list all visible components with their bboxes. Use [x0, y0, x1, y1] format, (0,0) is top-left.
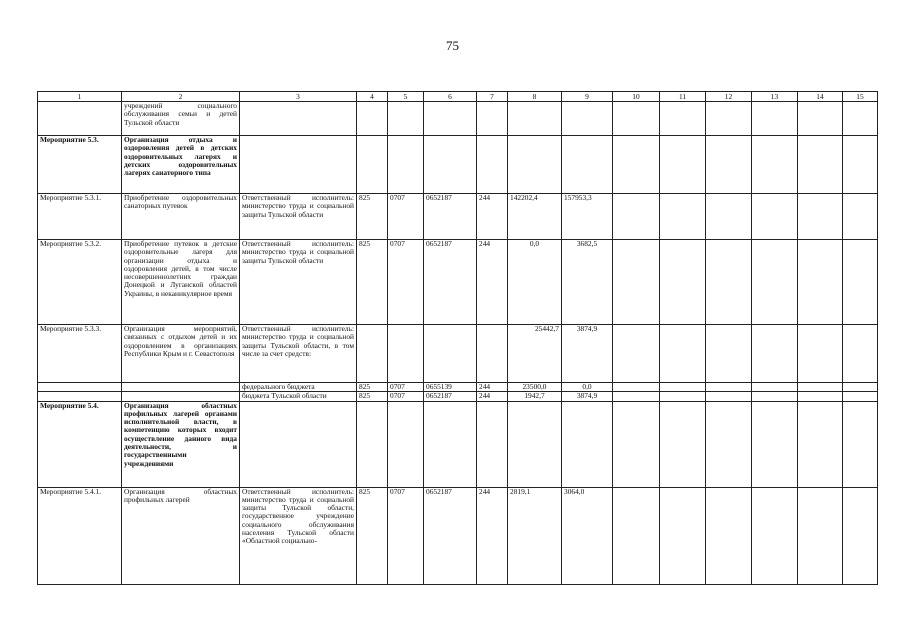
table-row	[38, 325, 878, 383]
cell-amount: 0,0	[562, 383, 613, 392]
cell-code: 0707	[388, 383, 424, 392]
cell-empty	[843, 325, 878, 383]
cell-empty	[798, 136, 843, 194]
cell-empty	[508, 102, 562, 136]
cell-empty	[798, 102, 843, 136]
cell-code: 0655139	[424, 383, 477, 392]
cell-empty	[843, 194, 878, 240]
cell-code: 244	[477, 240, 508, 325]
cell-description: Организация областных профильных лагерей органами исполнительной власти, в компетенцию которых входит осуществление данного вида деятельности, и государственными учреждениями	[122, 401, 240, 487]
header-cell: 7	[477, 92, 508, 102]
cell-empty	[660, 240, 706, 325]
cell-executor: Ответственный исполнитель: министерство труда и социальной защиты Тульской области	[240, 240, 357, 325]
cell-empty	[843, 487, 878, 584]
cell-empty	[706, 136, 752, 194]
header-cell: 1	[38, 92, 122, 102]
cell-empty	[38, 383, 122, 392]
cell-code: 825	[357, 392, 388, 401]
cell-empty	[706, 325, 752, 383]
table-row	[38, 240, 878, 325]
cell-executor: Ответственный исполнитель: министерство труда и социальной защиты Тульской области, в том числе за счет средств:	[240, 325, 357, 383]
cell-code: 0707	[388, 194, 424, 240]
cell-empty	[357, 102, 388, 136]
header-row	[38, 92, 878, 102]
cell-code: 0652187	[424, 240, 477, 325]
cell-measure: Мероприятие 5.3.3.	[38, 325, 122, 383]
cell-empty	[798, 487, 843, 584]
header-cell: 10	[613, 92, 660, 102]
cell-measure: Мероприятие 5.4.1.	[38, 487, 122, 584]
header-cell: 14	[798, 92, 843, 102]
cell-empty	[613, 102, 660, 136]
cell-empty	[38, 392, 122, 401]
cell-executor: федерального бюджета	[240, 383, 357, 392]
cell-empty	[752, 194, 798, 240]
cell-empty	[706, 194, 752, 240]
cell-code: 0652187	[424, 487, 477, 584]
cell-empty	[843, 136, 878, 194]
cell-empty	[613, 392, 660, 401]
cell-empty	[613, 136, 660, 194]
cell-empty	[706, 401, 752, 487]
cell-empty	[706, 383, 752, 392]
header-cell: 5	[388, 92, 424, 102]
cell-empty	[843, 240, 878, 325]
cell-empty	[562, 102, 613, 136]
cell-amount: 3682,5	[562, 240, 613, 325]
cell-empty	[660, 325, 706, 383]
cell-amount: 1942,7	[508, 392, 562, 401]
cell-description: учреждений социального обслуживания семьи и детей Тульской области	[122, 102, 240, 136]
cell-amount: 25442,7	[508, 325, 562, 383]
cell-empty	[562, 401, 613, 487]
cell-empty	[798, 240, 843, 325]
cell-empty	[357, 401, 388, 487]
cell-empty	[843, 102, 878, 136]
cell-empty	[660, 102, 706, 136]
cell-empty	[240, 136, 357, 194]
cell-empty	[477, 325, 508, 383]
cell-empty	[240, 401, 357, 487]
cell-empty	[843, 392, 878, 401]
cell-empty	[752, 325, 798, 383]
budget-table	[37, 91, 878, 585]
cell-empty	[424, 401, 477, 487]
cell-empty	[122, 383, 240, 392]
cell-code: 0707	[388, 392, 424, 401]
cell-empty	[424, 136, 477, 194]
header-cell: 13	[752, 92, 798, 102]
cell-empty	[424, 102, 477, 136]
cell-amount: 3874,9	[562, 325, 613, 383]
cell-measure: Мероприятие 5.3.2.	[38, 240, 122, 325]
cell-measure: Мероприятие 5.4.	[38, 401, 122, 487]
cell-code: 825	[357, 240, 388, 325]
cell-empty	[706, 102, 752, 136]
header-cell: 11	[660, 92, 706, 102]
cell-empty	[660, 392, 706, 401]
header-cell: 8	[508, 92, 562, 102]
cell-code: 0652187	[424, 392, 477, 401]
cell-measure: Мероприятие 5.3.1.	[38, 194, 122, 240]
cell-empty	[477, 102, 508, 136]
table-row	[38, 194, 878, 240]
cell-empty	[508, 136, 562, 194]
cell-code: 244	[477, 392, 508, 401]
cell-description: Приобретение оздоровительных санаторных путевок	[122, 194, 240, 240]
cell-empty	[613, 325, 660, 383]
cell-empty	[477, 136, 508, 194]
cell-empty	[798, 392, 843, 401]
cell-code: 825	[357, 487, 388, 584]
cell-code: 825	[357, 383, 388, 392]
cell-empty	[388, 102, 424, 136]
cell-empty	[424, 325, 477, 383]
cell-empty	[660, 401, 706, 487]
cell-empty	[357, 136, 388, 194]
cell-empty	[660, 194, 706, 240]
cell-empty	[357, 325, 388, 383]
table-row	[38, 136, 878, 194]
cell-empty	[752, 240, 798, 325]
cell-empty	[562, 136, 613, 194]
table-row	[38, 392, 878, 401]
table-row	[38, 401, 878, 487]
cell-code: 244	[477, 383, 508, 392]
header-cell: 3	[240, 92, 357, 102]
cell-empty	[613, 383, 660, 392]
cell-empty	[752, 392, 798, 401]
table-row	[38, 102, 878, 136]
cell-empty	[798, 325, 843, 383]
cell-empty	[613, 194, 660, 240]
table-row	[38, 487, 878, 584]
cell-code: 244	[477, 487, 508, 584]
cell-empty	[843, 401, 878, 487]
cell-empty	[613, 240, 660, 325]
table-row	[38, 383, 878, 392]
header-cell: 9	[562, 92, 613, 102]
cell-empty	[798, 194, 843, 240]
cell-empty	[752, 102, 798, 136]
cell-description: Организация отдыха и оздоровления детей в детских оздоровительных лагерях и детских оздоровительных лагерях санаторного типа	[122, 136, 240, 194]
cell-empty	[660, 487, 706, 584]
cell-empty	[388, 401, 424, 487]
cell-empty	[660, 136, 706, 194]
cell-empty	[752, 383, 798, 392]
cell-empty	[798, 401, 843, 487]
cell-description: Организация областных профильных лагерей	[122, 487, 240, 584]
cell-empty	[798, 383, 843, 392]
cell-measure: Мероприятие 5.3.	[38, 136, 122, 194]
cell-empty	[706, 487, 752, 584]
cell-code: 0707	[388, 240, 424, 325]
cell-empty	[613, 401, 660, 487]
cell-executor: Ответственный исполнитель: министерство труда и социальной защиты Тульской области, государственное учреждение социального обслуживания населения Тульской области «Областной социально-	[240, 487, 357, 584]
cell-empty	[508, 401, 562, 487]
cell-amount: 157953,3	[562, 194, 613, 240]
cell-amount: 0,0	[508, 240, 562, 325]
cell-empty	[706, 240, 752, 325]
cell-empty	[388, 136, 424, 194]
cell-empty	[843, 383, 878, 392]
cell-empty	[388, 325, 424, 383]
cell-empty	[613, 487, 660, 584]
cell-executor: бюджета Тульской области	[240, 392, 357, 401]
header-cell: 6	[424, 92, 477, 102]
cell-empty	[752, 136, 798, 194]
cell-empty	[660, 383, 706, 392]
cell-empty	[477, 401, 508, 487]
cell-empty	[752, 487, 798, 584]
header-cell: 2	[122, 92, 240, 102]
cell-code: 0707	[388, 487, 424, 584]
header-cell: 15	[843, 92, 878, 102]
cell-empty	[122, 392, 240, 401]
cell-amount: 142202,4	[508, 194, 562, 240]
cell-executor: Ответственный исполнитель: министерство труда и социальной защиты Тульской области	[240, 194, 357, 240]
header-cell: 12	[706, 92, 752, 102]
cell-description: Приобретение путевок в детские оздоровительные лагеря для организации отдыха и оздоровления детей, в том числе несовершеннолетних граждан Донецкой и Луганской областей Украины, в неканикулярное время	[122, 240, 240, 325]
header-cell: 4	[357, 92, 388, 102]
cell-code: 244	[477, 194, 508, 240]
cell-measure	[38, 102, 122, 136]
cell-empty	[752, 401, 798, 487]
cell-amount: 23500,0	[508, 383, 562, 392]
cell-amount: 3874,9	[562, 392, 613, 401]
cell-code: 0652187	[424, 194, 477, 240]
cell-description: Организация мероприятий, связанных с отдыхом детей и их оздоровлением в организациях Республики Крым и г. Севастополя	[122, 325, 240, 383]
cell-code: 825	[357, 194, 388, 240]
cell-amount: 3064,0	[562, 487, 613, 584]
cell-amount: 2819,1	[508, 487, 562, 584]
page-number: 75	[446, 38, 459, 53]
cell-empty	[240, 102, 357, 136]
cell-empty	[706, 392, 752, 401]
